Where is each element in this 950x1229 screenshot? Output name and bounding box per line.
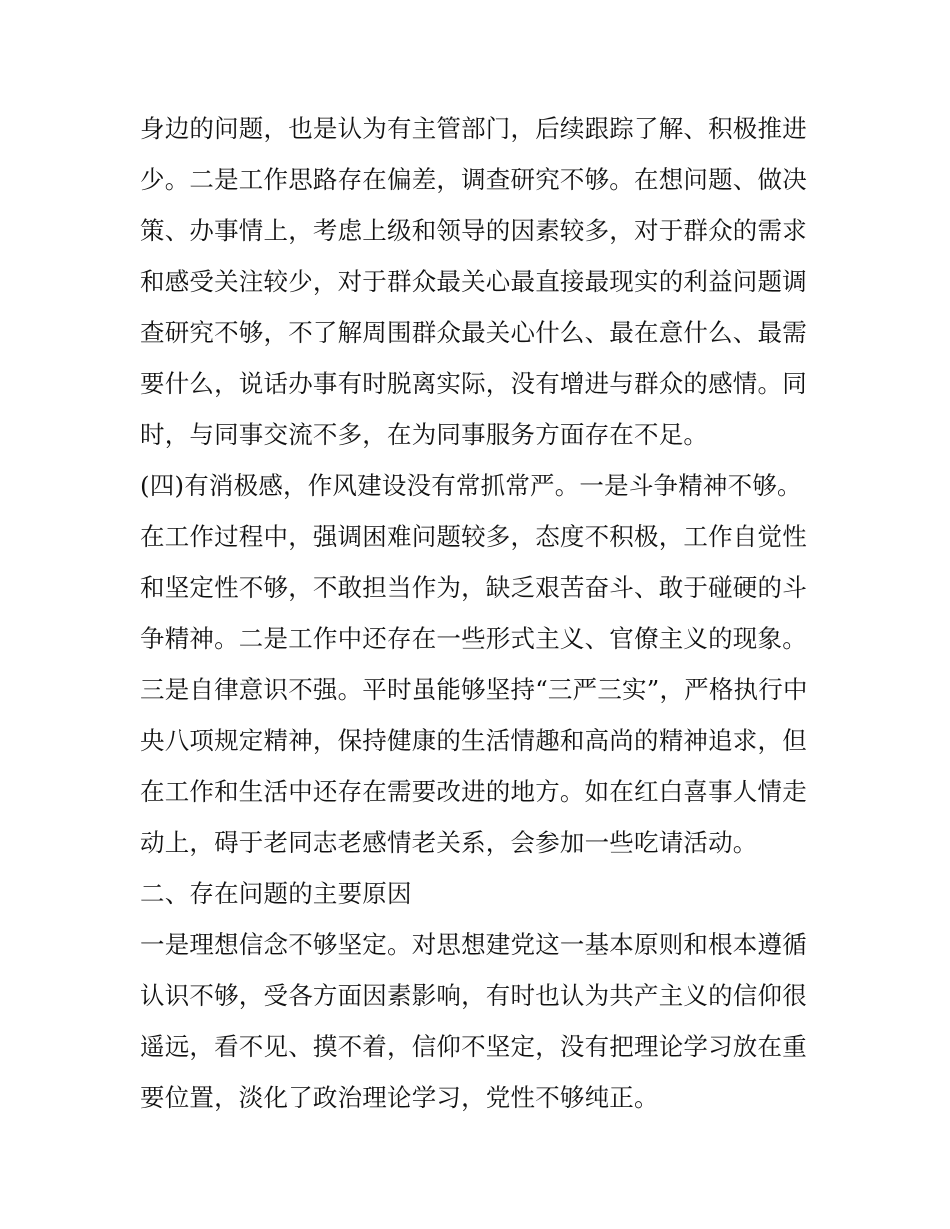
text-line: 策、办事情上，考虑上级和领导的因素较多，对于群众的需求 — [140, 216, 807, 245]
text-line: 认识不够，受各方面因素影响，有时也认为共产主义的信仰很 — [140, 981, 807, 1010]
text-line: 时，与同事交流不多，在为同事服务方面存在不足。 — [140, 420, 709, 449]
text-line: 一是理想信念不够坚定。对思想建党这一基本原则和根本遵循 — [140, 930, 807, 959]
text-line: 在工作过程中，强调困难问题较多，态度不积极，工作自觉性 — [140, 522, 807, 551]
text-line: 动上，碍于老同志老感情老关系，会参加一些吃请活动。 — [140, 828, 758, 857]
text-line: 要位置，淡化了政治理论学习，党性不够纯正。 — [140, 1083, 659, 1112]
text-line: 遥远，看不见、摸不着，信仰不坚定，没有把理论学习放在重 — [140, 1032, 807, 1061]
text-line: 央八项规定精神，保持健康的生活情趣和高尚的精神追求，但 — [140, 726, 807, 755]
text-line: 要什么，说话办事有时脱离实际，没有增进与群众的感情。同 — [140, 369, 807, 398]
text-line: 在工作和生活中还存在需要改进的地方。如在红白喜事人情走 — [140, 777, 807, 806]
text-line: 争精神。二是工作中还存在一些形式主义、官僚主义的现象。 — [140, 624, 807, 653]
text-line: 三是自律意识不强。平时虽能够坚持“三严三实”，严格执行中 — [140, 675, 808, 704]
text-line: 少。二是工作思路存在偏差，调查研究不够。在想问题、做决 — [140, 165, 807, 194]
body-text — [140, 103, 815, 1123]
text-line: 和感受关注较少，对于群众最关心最直接最现实的利益问题调 — [140, 267, 807, 296]
text-line: 查研究不够，不了解周围群众最关心什么、最在意什么、最需 — [140, 318, 807, 347]
section-heading-4: (四)有消极感，作风建设没有常抓常严。一是斗争精神不够。 — [140, 471, 802, 500]
section-heading-2: 二、存在问题的主要原因 — [140, 879, 412, 908]
text-line: 和坚定性不够，不敢担当作为，缺乏艰苦奋斗、敢于碰硬的斗 — [140, 573, 807, 602]
text-line: 身边的问题，也是认为有主管部门，后续跟踪了解、积极推进 — [140, 114, 807, 143]
